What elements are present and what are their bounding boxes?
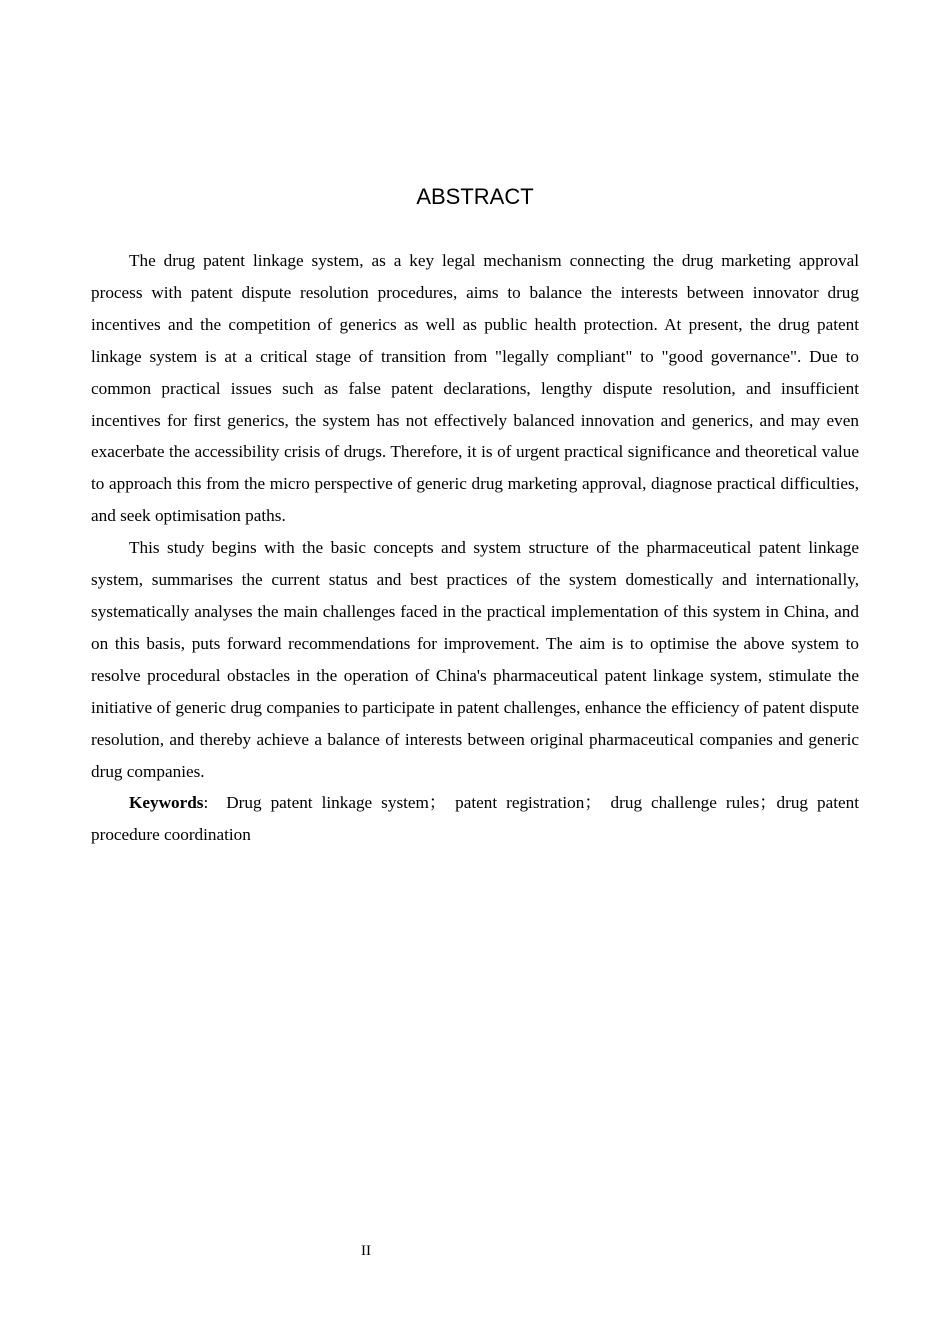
keywords-line — [91, 787, 859, 851]
page-number: II — [361, 1243, 371, 1259]
keywords-separator: : — [203, 793, 209, 813]
abstract-paragraph-1: The drug patent linkage system, as a key legal mechanism connecting the drug marketing approval process with patent dispute resolution procedures, aims to balance the interests between innovator drug incentives and the competition of generics as well as public health protection. At present, the drug patent linkage system is at a critical stage of transition from "legally compliant" to "good governance". Due to common practical issues such as false patent declarations, lengthy dispute resolution, and insufficient incentives for first generics, the system has not effectively balanced innovation and generics, and may even exacerbate the accessibility crisis of drugs. Therefore, it is of urgent practical significance and theoretical value to approach this from the micro perspective of generic drug marketing approval, diagnose practical difficulties, and seek optimisation paths. — [91, 251, 859, 526]
keywords-label: Keywords — [129, 793, 204, 813]
abstract-paragraph-2: This study begins with the basic concepts and system structure of the pharmaceutical patent linkage system, summarises the current status and best practices of the system domestically and internationally, systematically analyses the main challenges faced in the practical implementation of this system in China, and on this basis, puts forward recommendations for improvement. The aim is to optimise the above system to resolve procedural obstacles in the operation of China's pharmaceutical patent linkage system, stimulate the initiative of generic drug companies to participate in patent challenges, enhance the efficiency of patent dispute resolution, and thereby achieve a balance of interests between original pharmaceutical companies and generic drug companies. — [91, 538, 859, 781]
abstract-title: ABSTRACT — [416, 184, 534, 209]
keywords-list: Drug patent linkage system； patent registration； drug challenge rules；drug patent procedure coordination — [91, 793, 859, 845]
abstract-body — [91, 245, 859, 851]
